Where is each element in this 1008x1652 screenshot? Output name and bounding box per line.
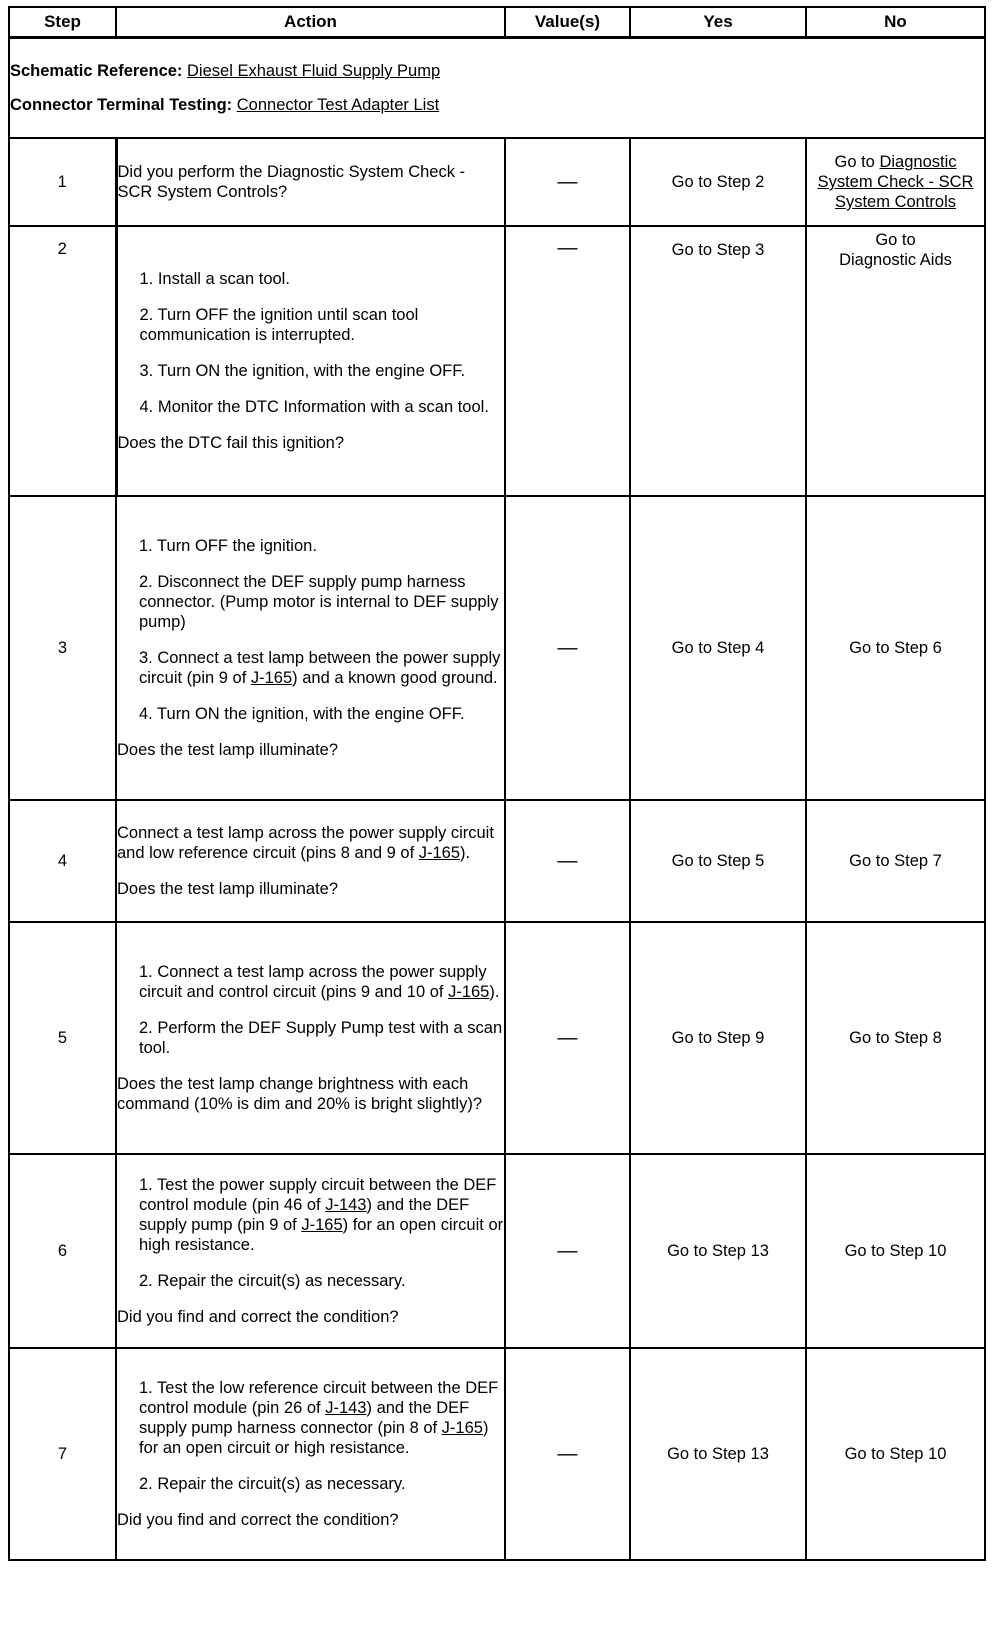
diagnostic-system-check-link[interactable]: Diagnostic System Check - SCR System Controls bbox=[817, 153, 974, 211]
procedure-list bbox=[117, 962, 504, 1058]
connector-testing-label: Connector Terminal Testing: bbox=[10, 96, 233, 114]
no-prefix: Go to bbox=[875, 231, 916, 249]
no-prefix: Go to bbox=[834, 153, 875, 171]
procedure-item bbox=[139, 648, 504, 688]
procedure-item: 2. Repair the circuit(s) as necessary. bbox=[139, 1475, 406, 1493]
procedure-item: 1. Turn OFF the ignition. bbox=[139, 537, 317, 555]
procedure-item bbox=[139, 962, 504, 1002]
action-instruction bbox=[117, 823, 504, 863]
action-question: Does the DTC fail this ignition? bbox=[117, 434, 345, 452]
schematic-reference-label: Schematic Reference: bbox=[10, 62, 183, 80]
no-cell bbox=[806, 138, 985, 226]
value-cell: — bbox=[505, 226, 630, 496]
no-cell: Go to Step 10 bbox=[806, 1348, 985, 1560]
action-question: Did you find and correct the condition? bbox=[117, 1308, 399, 1326]
action-cell bbox=[116, 496, 505, 800]
header-yes: Yes bbox=[630, 7, 806, 38]
action-question: Did you perform the Diagnostic System Check - SCR System Controls? bbox=[117, 163, 466, 201]
header-values: Value(s) bbox=[505, 7, 630, 38]
yes-cell: Go to Step 3 bbox=[630, 226, 806, 496]
value-cell: — bbox=[505, 922, 630, 1154]
schematic-reference-link[interactable]: Diesel Exhaust Fluid Supply Pump bbox=[187, 62, 441, 80]
procedure-text: ) and the DEF supply pump (pin 9 of bbox=[139, 1196, 470, 1234]
procedure-item: 2. Disconnect the DEF supply pump harness connector. (Pump motor is internal to DEF supply pump) bbox=[139, 573, 499, 631]
table-row bbox=[9, 922, 985, 1154]
procedure-item: 4. Monitor the DTC Information with a scan tool. bbox=[139, 398, 489, 416]
reference-row bbox=[9, 38, 985, 139]
yes-cell: Go to Step 5 bbox=[630, 800, 806, 922]
value-cell: — bbox=[505, 1348, 630, 1560]
procedure-list bbox=[118, 269, 505, 417]
table-row bbox=[9, 138, 985, 226]
no-cell: Go to Step 6 bbox=[806, 496, 985, 800]
procedure-item: 1. Install a scan tool. bbox=[139, 270, 290, 288]
procedure-text: ) and a known good ground. bbox=[292, 669, 498, 687]
procedure-text: ) for an open circuit or high resistance. bbox=[139, 1216, 504, 1254]
step-number: 7 bbox=[9, 1348, 116, 1560]
no-cell: Go to Step 8 bbox=[806, 922, 985, 1154]
action-cell bbox=[116, 138, 505, 226]
yes-cell: Go to Step 9 bbox=[630, 922, 806, 1154]
table-row bbox=[9, 800, 985, 922]
table-row bbox=[9, 1348, 985, 1560]
no-cell bbox=[806, 226, 985, 496]
connector-j143-link[interactable]: J-143 bbox=[325, 1399, 367, 1417]
procedure-item bbox=[139, 1378, 504, 1458]
diagnostic-table bbox=[8, 6, 986, 1561]
action-question: Does the test lamp illuminate? bbox=[117, 880, 339, 898]
value-cell: — bbox=[505, 1154, 630, 1348]
reference-cell bbox=[9, 38, 985, 139]
procedure-text: ) for an open circuit or high resistance. bbox=[139, 1419, 489, 1457]
procedure-list bbox=[117, 1378, 504, 1494]
header-row bbox=[9, 7, 985, 38]
table-row bbox=[9, 226, 985, 496]
procedure-item bbox=[139, 1175, 504, 1255]
yes-cell: Go to Step 2 bbox=[630, 138, 806, 226]
procedure-item: 4. Turn ON the ignition, with the engine OFF. bbox=[139, 705, 465, 723]
procedure-text: 3. Connect a test lamp between the power supply circuit (pin 9 of bbox=[139, 649, 501, 687]
step-number: 1 bbox=[9, 138, 116, 226]
procedure-item: 3. Turn ON the ignition, with the engine OFF. bbox=[139, 362, 466, 380]
procedure-text: Connect a test lamp across the power supply circuit and low reference circuit (pins 8 and 9 of bbox=[117, 824, 494, 862]
value-cell: — bbox=[505, 496, 630, 800]
header-no: No bbox=[806, 7, 985, 38]
table-row bbox=[9, 496, 985, 800]
no-cell: Go to Step 10 bbox=[806, 1154, 985, 1348]
step-number: 6 bbox=[9, 1154, 116, 1348]
procedure-item: 2. Perform the DEF Supply Pump test with a scan tool. bbox=[139, 1019, 503, 1057]
step-number: 4 bbox=[9, 800, 116, 922]
action-cell bbox=[116, 800, 505, 922]
procedure-text: ). bbox=[460, 844, 471, 862]
procedure-text: ) and the DEF supply pump harness connector (pin 8 of bbox=[139, 1399, 470, 1437]
action-cell bbox=[116, 922, 505, 1154]
connector-j165-link[interactable]: J-165 bbox=[441, 1419, 483, 1437]
connector-j165-link[interactable]: J-165 bbox=[301, 1216, 343, 1234]
diagnostic-aids-text: Diagnostic Aids bbox=[839, 251, 952, 269]
procedure-item: 2. Turn OFF the ignition until scan tool communication is interrupted. bbox=[139, 306, 419, 344]
connector-j165-link[interactable]: J-165 bbox=[250, 669, 293, 687]
step-number: 3 bbox=[9, 496, 116, 800]
table-row bbox=[9, 1154, 985, 1348]
yes-cell: Go to Step 4 bbox=[630, 496, 806, 800]
action-cell bbox=[116, 1154, 505, 1348]
procedure-text: 1. Test the power supply circuit between the DEF control module (pin 46 of bbox=[139, 1176, 497, 1214]
action-cell bbox=[116, 226, 505, 496]
procedure-text: ). bbox=[489, 983, 500, 1001]
yes-cell: Go to Step 13 bbox=[630, 1348, 806, 1560]
header-step: Step bbox=[9, 7, 116, 38]
connector-j165-link[interactable]: J-165 bbox=[448, 983, 490, 1001]
action-question: Does the test lamp illuminate? bbox=[117, 741, 339, 759]
no-cell: Go to Step 7 bbox=[806, 800, 985, 922]
procedure-list bbox=[117, 1175, 504, 1291]
action-cell bbox=[116, 1348, 505, 1560]
procedure-text: 1. Test the low reference circuit between the DEF control module (pin 26 of bbox=[139, 1379, 499, 1417]
header-action: Action bbox=[116, 7, 505, 38]
yes-cell: Go to Step 13 bbox=[630, 1154, 806, 1348]
connector-testing-link[interactable]: Connector Test Adapter List bbox=[236, 96, 440, 114]
procedure-item: 2. Repair the circuit(s) as necessary. bbox=[139, 1272, 406, 1290]
step-number: 5 bbox=[9, 922, 116, 1154]
action-question: Did you find and correct the condition? bbox=[117, 1511, 399, 1529]
connector-j165-link[interactable]: J-165 bbox=[418, 844, 461, 862]
step-number: 2 bbox=[9, 226, 116, 496]
procedure-list bbox=[117, 536, 504, 724]
procedure-text: 1. Connect a test lamp across the power supply circuit and control circuit (pins 9 and 10 of bbox=[139, 963, 487, 1001]
value-cell: — bbox=[505, 800, 630, 922]
action-question: Does the test lamp change brightness with each command (10% is dim and 20% is bright slightly)? bbox=[117, 1075, 482, 1113]
value-cell: — bbox=[505, 138, 630, 226]
connector-j143-link[interactable]: J-143 bbox=[325, 1196, 367, 1214]
